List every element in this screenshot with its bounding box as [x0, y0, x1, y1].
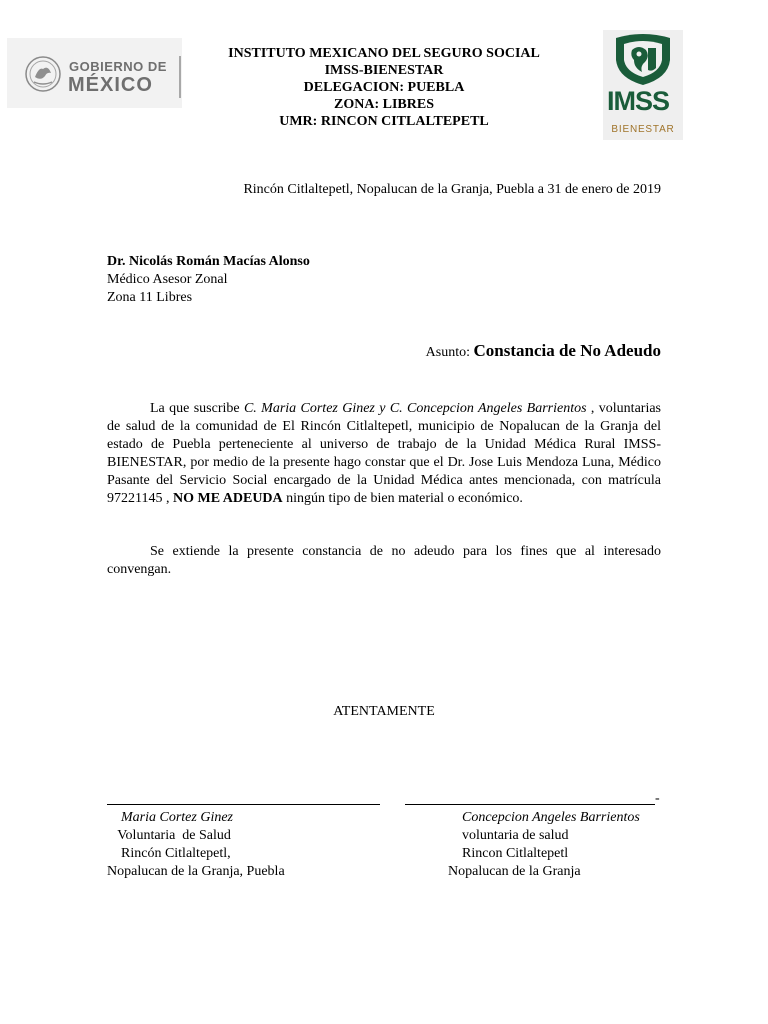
signer-right-community: Rincon Citlaltepetl — [448, 846, 569, 861]
header-zone: ZONA: LIBRES — [334, 97, 434, 112]
gobierno-label: GOBIERNO DE — [69, 59, 167, 74]
date-line: Rincón Citlaltepetl, Nopalucan de la Granja, Puebla a 31 de enero de 2019 — [243, 182, 661, 197]
mexico-label: MÉXICO — [68, 74, 153, 96]
body-paragraph-1 — [107, 400, 661, 508]
recipient-zone: Zona 11 Libres — [107, 290, 193, 305]
p1-signers: C. Maria Cortez Ginez y C. Concepcion Angeles Barrientos — [243, 401, 587, 416]
logo-divider — [179, 56, 181, 98]
closing: ATENTAMENTE — [333, 704, 435, 719]
recipient-title: Médico Asesor Zonal — [107, 272, 228, 287]
signature-block-right — [448, 809, 640, 881]
p1-middle: , voluntarias de salud de la comunidad de El Rincón Citlaltepetl, municipio de Nopalucan de la Granja del estado de Puebla perteneciente al universo de trabajo de la Unidad Médica Rural IMSS-BIENESTAR, por medio de la presente hago constar que el Dr. Jose Luis Mendoza Luna, Médico Pasante del Servicio Social encargado de la Unidad Médica antes mencionada, con matrícula 97221145 , — [107, 401, 661, 506]
imss-bienestar-logo — [603, 30, 683, 140]
signer-left-place: Nopalucan de la Granja, Puebla — [107, 864, 285, 879]
recipient-name: Dr. Nicolás Román Macías Alonso — [107, 254, 310, 269]
gobierno-de-mexico-logo — [7, 38, 182, 108]
signer-left-role: Voluntaria de Salud — [107, 828, 231, 843]
letterhead — [200, 45, 568, 130]
header-institute: INSTITUTO MEXICANO DEL SEGURO SOCIAL — [228, 46, 540, 61]
national-seal-icon — [24, 55, 62, 93]
body-paragraph-2: Se extiende la presente constancia de no adeudo para los fines que al interesado convengan. — [107, 544, 661, 577]
p1-no-debt-emphasis: NO ME ADEUDA — [172, 491, 283, 506]
header-program: IMSS-BIENESTAR — [324, 63, 444, 78]
imss-emblem-icon — [612, 32, 674, 86]
signature-line-dash: - — [655, 791, 660, 806]
subject-value: Constancia de No Adeudo — [473, 341, 661, 360]
signer-right-place: Nopalucan de la Granja — [448, 864, 581, 879]
p1-end: ningún tipo de bien material o económico. — [282, 491, 523, 506]
signer-left-name: Maria Cortez Ginez — [107, 810, 233, 825]
imss-label: IMSS — [607, 86, 670, 116]
signature-line-right — [405, 804, 655, 805]
subject-line — [300, 342, 661, 362]
signer-right-name: Concepcion Angeles Barrientos — [448, 810, 640, 825]
signature-block-left — [107, 809, 285, 881]
subject-label: Asunto: — [425, 345, 470, 360]
recipient-block — [107, 253, 310, 307]
signer-right-role: voluntaria de salud — [448, 828, 569, 843]
p1-intro: La que suscribe — [150, 401, 244, 416]
header-umr: UMR: RINCON CITLALTEPETL — [279, 114, 489, 129]
signer-left-community: Rincón Citlaltepetl, — [107, 846, 231, 861]
signature-line-left — [107, 804, 380, 805]
bienestar-label: BIENESTAR — [611, 124, 675, 135]
header-delegation: DELEGACION: PUEBLA — [303, 80, 465, 95]
